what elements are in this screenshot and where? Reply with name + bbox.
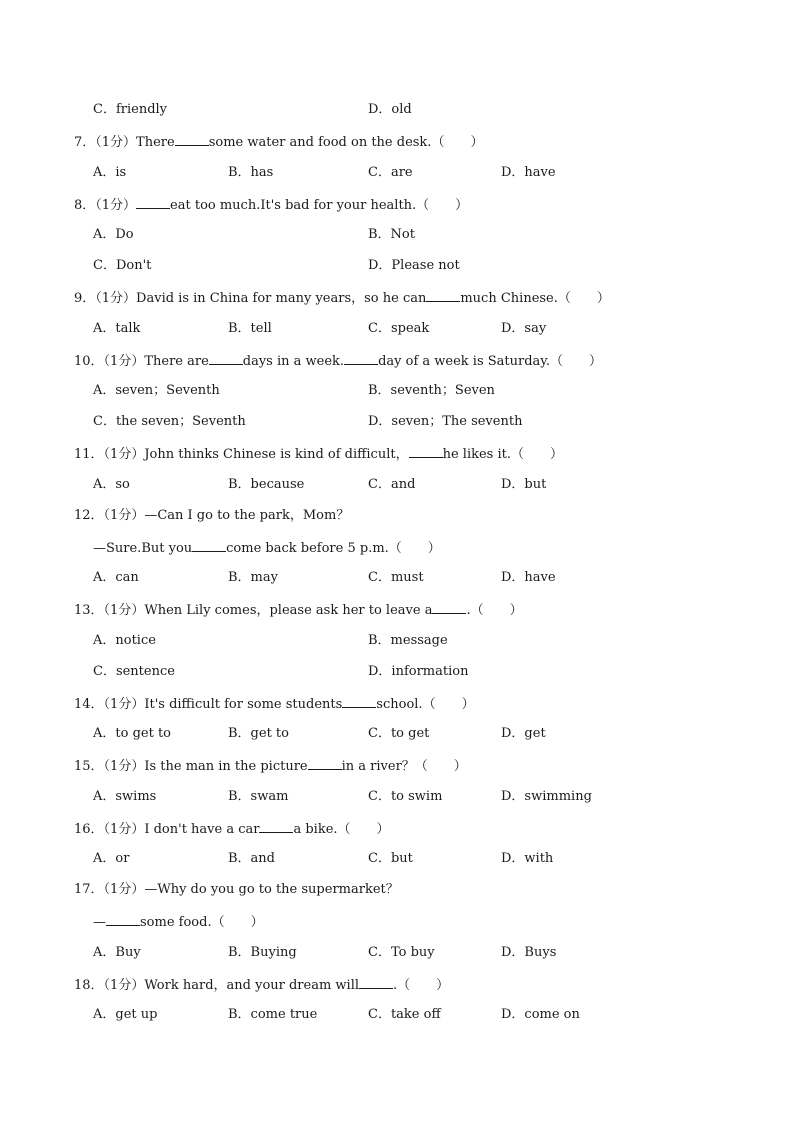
q13-option-b[interactable]: B．message bbox=[368, 633, 448, 648]
dialogue-line-1: —Why do you go to the supermarket？ bbox=[144, 882, 399, 897]
question-18 bbox=[74, 976, 449, 992]
question-text-post: .（ ） bbox=[393, 978, 450, 993]
q12-option-d[interactable]: D．have bbox=[501, 570, 556, 585]
question-text-post: .（ ） bbox=[466, 603, 523, 618]
q18-option-d[interactable]: D．come on bbox=[501, 1007, 580, 1022]
question-number: 13．（1分） bbox=[74, 603, 145, 618]
q8-option-b[interactable]: B．Not bbox=[368, 227, 415, 242]
q15-option-c[interactable]: C．to swim bbox=[368, 789, 443, 804]
q8-option-c[interactable]: C．Don't bbox=[93, 258, 152, 273]
q14-option-d[interactable]: D．get bbox=[501, 726, 546, 741]
question-text-pre: John thinks Chinese is kind of difficult， bbox=[144, 447, 409, 462]
answer-blank bbox=[209, 352, 243, 365]
q12-option-a[interactable]: A．can bbox=[93, 570, 139, 585]
q16-option-c[interactable]: C．but bbox=[368, 851, 413, 866]
question-13 bbox=[74, 601, 523, 617]
question-number: 7．（1分） bbox=[74, 135, 137, 150]
q17-option-d[interactable]: D．Buys bbox=[501, 945, 557, 960]
question-text-post: school.（ ） bbox=[376, 697, 475, 712]
question-9 bbox=[74, 289, 610, 305]
q16-option-b[interactable]: B．and bbox=[228, 851, 275, 866]
question-text-pre: When Lily comes，please ask her to leave a bbox=[144, 603, 433, 618]
question-7 bbox=[74, 133, 483, 149]
dialogue-line-2-post: come back before 5 p.m.（ ） bbox=[226, 541, 441, 556]
q16-option-a[interactable]: A．or bbox=[93, 851, 130, 866]
q10-option-a[interactable]: A．seven；Seventh bbox=[93, 383, 220, 398]
q14-option-c[interactable]: C．to get bbox=[368, 726, 430, 741]
q6-option-d[interactable]: D．old bbox=[368, 102, 412, 117]
answer-blank bbox=[175, 133, 209, 146]
question-text-mid: days in a week. bbox=[242, 354, 345, 369]
question-number: 17．（1分） bbox=[74, 882, 145, 897]
answer-blank bbox=[409, 445, 443, 458]
question-text-pre: I don't have a car bbox=[144, 822, 260, 837]
q11-option-b[interactable]: B．because bbox=[228, 477, 305, 492]
question-number: 9．（1分） bbox=[74, 291, 137, 306]
question-text-pre: David is in China for many years，so he can bbox=[136, 291, 427, 306]
q10-option-d[interactable]: D．seven；The seventh bbox=[368, 414, 523, 429]
question-number: 16．（1分） bbox=[74, 822, 145, 837]
question-text-post: day of a week is Saturday.（ ） bbox=[378, 354, 603, 369]
answer-blank bbox=[259, 820, 293, 833]
q13-option-a[interactable]: A．notice bbox=[93, 633, 156, 648]
q7-option-a[interactable]: A．is bbox=[93, 165, 127, 180]
dialogue-line-1: —Can I go to the park，Mom？ bbox=[144, 508, 350, 523]
question-number: 12．（1分） bbox=[74, 508, 145, 523]
q18-option-c[interactable]: C．take off bbox=[368, 1007, 441, 1022]
q18-option-b[interactable]: B．come true bbox=[228, 1007, 318, 1022]
question-text-pre: There are bbox=[144, 354, 209, 369]
q14-option-a[interactable]: A．to get to bbox=[93, 726, 171, 741]
q17-option-b[interactable]: B．Buying bbox=[228, 945, 297, 960]
q13-option-d[interactable]: D．information bbox=[368, 664, 469, 679]
q11-option-d[interactable]: D．but bbox=[501, 477, 547, 492]
question-text-pre: It's difficult for some students bbox=[144, 697, 343, 712]
question-text-pre: There bbox=[136, 135, 175, 150]
question-12-line-2 bbox=[93, 539, 441, 555]
question-14 bbox=[74, 695, 475, 711]
q17-option-a[interactable]: A．Buy bbox=[93, 945, 141, 960]
answer-blank bbox=[359, 976, 393, 989]
answer-blank bbox=[136, 196, 170, 209]
q15-option-b[interactable]: B．swam bbox=[228, 789, 289, 804]
answer-blank bbox=[344, 352, 378, 365]
question-number: 11．（1分） bbox=[74, 447, 145, 462]
question-text-post: some water and food on the desk.（ ） bbox=[208, 135, 484, 150]
answer-blank bbox=[308, 757, 342, 770]
q12-option-c[interactable]: C．must bbox=[368, 570, 424, 585]
answer-blank bbox=[426, 289, 460, 302]
q9-option-a[interactable]: A．talk bbox=[93, 321, 141, 336]
q14-option-b[interactable]: B．get to bbox=[228, 726, 289, 741]
question-number: 8．（1分） bbox=[74, 198, 137, 213]
q8-option-a[interactable]: A．Do bbox=[93, 227, 134, 242]
question-text-pre: Work hard，and your dream will bbox=[144, 978, 360, 993]
q9-option-c[interactable]: C．speak bbox=[368, 321, 430, 336]
question-text-pre: Is the man in the picture bbox=[144, 759, 308, 774]
q10-option-c[interactable]: C．the seven；Seventh bbox=[93, 414, 246, 429]
question-text-post: eat too much.It's bad for your health.（ ） bbox=[170, 198, 469, 213]
q9-option-d[interactable]: D．say bbox=[501, 321, 547, 336]
question-text-post: a bike.（ ） bbox=[293, 822, 390, 837]
dialogue-line-2-pre: — bbox=[93, 915, 106, 930]
question-16 bbox=[74, 820, 390, 836]
q7-option-d[interactable]: D．have bbox=[501, 165, 556, 180]
question-number: 15．（1分） bbox=[74, 759, 145, 774]
answer-blank bbox=[192, 539, 226, 552]
q6-option-c[interactable]: C．friendly bbox=[93, 102, 168, 117]
q7-option-b[interactable]: B．has bbox=[228, 165, 274, 180]
question-text-post: he likes it.（ ） bbox=[442, 447, 563, 462]
q15-option-d[interactable]: D．swimming bbox=[501, 789, 592, 804]
dialogue-line-2-pre: —Sure.But you bbox=[93, 541, 193, 556]
question-text-post: in a river？（ ） bbox=[341, 759, 467, 774]
question-15 bbox=[74, 757, 467, 773]
q15-option-a[interactable]: A．swims bbox=[93, 789, 157, 804]
q8-option-d[interactable]: D．Please not bbox=[368, 258, 460, 273]
question-text-post: much Chinese.（ ） bbox=[460, 291, 610, 306]
q11-option-c[interactable]: C．and bbox=[368, 477, 416, 492]
q7-option-c[interactable]: C．are bbox=[368, 165, 413, 180]
q18-option-a[interactable]: A．get up bbox=[93, 1007, 158, 1022]
q9-option-b[interactable]: B．tell bbox=[228, 321, 272, 336]
question-number: 18．（1分） bbox=[74, 978, 145, 993]
dialogue-line-2-post: some food.（ ） bbox=[140, 915, 264, 930]
question-11 bbox=[74, 445, 563, 461]
answer-blank bbox=[432, 601, 466, 614]
question-8 bbox=[74, 196, 468, 212]
question-10 bbox=[74, 352, 602, 368]
q11-option-a[interactable]: A．so bbox=[93, 477, 130, 492]
question-number: 10．（1分） bbox=[74, 354, 145, 369]
q17-option-c[interactable]: C．To buy bbox=[368, 945, 435, 960]
question-17 bbox=[74, 882, 399, 898]
question-number: 14．（1分） bbox=[74, 697, 145, 712]
q10-option-b[interactable]: B．seventh；Seven bbox=[368, 383, 495, 398]
q16-option-d[interactable]: D．with bbox=[501, 851, 554, 866]
question-12 bbox=[74, 508, 349, 524]
answer-blank bbox=[342, 695, 376, 708]
q12-option-b[interactable]: B．may bbox=[228, 570, 278, 585]
q13-option-c[interactable]: C．sentence bbox=[93, 664, 175, 679]
question-17-line-2 bbox=[93, 913, 264, 929]
answer-blank bbox=[106, 913, 140, 926]
